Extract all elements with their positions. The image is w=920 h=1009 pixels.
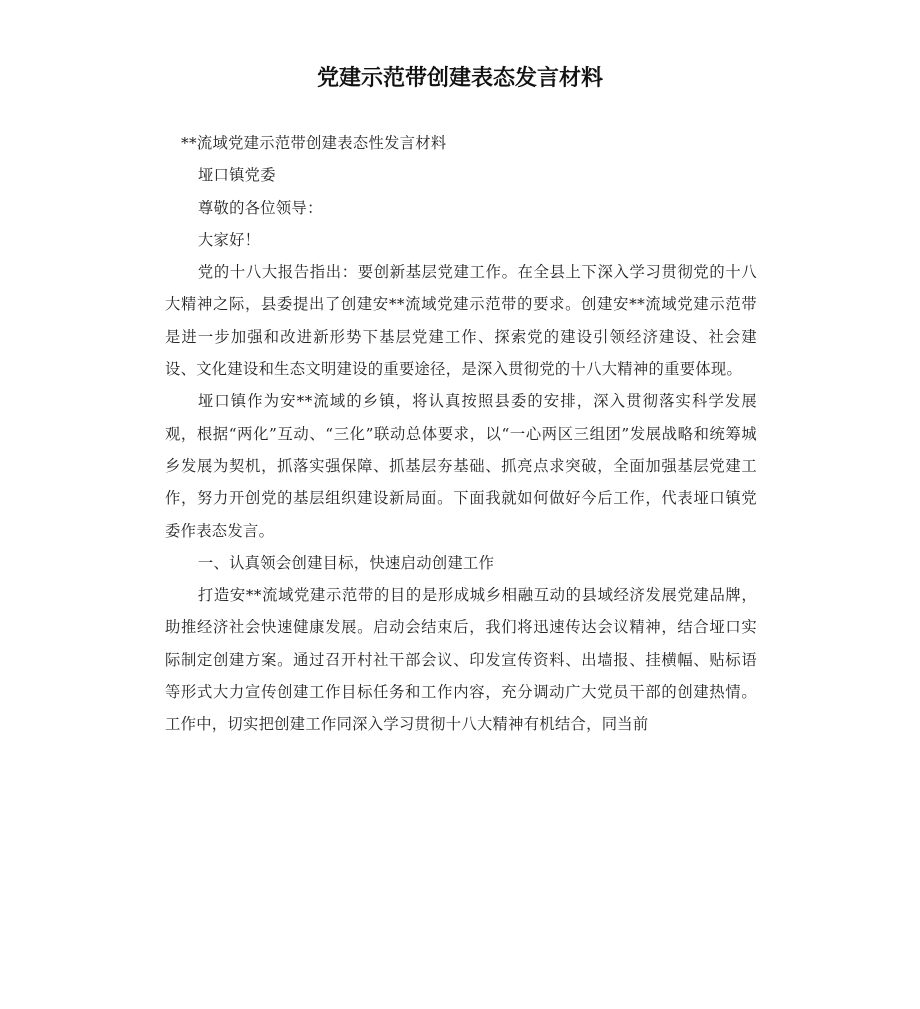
document-body [165, 127, 757, 741]
greeting: 大家好！ [197, 230, 261, 249]
paragraph-intro: 党的十八大报告指出：要创新基层党建工作。在全县上下深入学习贯彻党的十八大精神之际，县委提出了创建安**流域党建示范带的要求。创建安**流域党建示范带是进一步加强和改进新形势下基层党建工作、探索党的建设引领经济建设、社会建设、文化建设和生态文明建设的重要途径，是深入贯彻党的十八大精神的重要体现。 [165, 263, 757, 379]
paragraph-commitment: 垭口镇作为安**流域的乡镇，将认真按照县委的安排，深入贯彻落实科学发展观，根据“两化”互动、“三化”联动总体要求，以“一心两区三组团”发展战略和统筹城乡发展为契机，抓落实强保障、抓基层夯基础、抓亮点求突破，全面加强基层党建工作，努力开创党的基层组织建设新局面。下面我就如何做好今后工作，代表垭口镇党委作表态发言。 [165, 392, 757, 540]
document-title: 党建示范带创建表态发言材料 [316, 66, 603, 91]
author-line: 垭口镇党委 [197, 166, 276, 185]
paragraph-section-1: 打造安**流域党建示范带的目的是形成城乡相融互动的县域经济发展党建品牌，助推经济社会快速健康发展。启动会结束后，我们将迅速传达会议精神，结合垭口实际制定创建方案。通过召开村社干部会议、印发宣传资料、出墙报、挂横幅、贴标语等形式大力宣传创建工作目标任务和工作内容，充分调动广大党员干部的创建热情。工作中，切实把创建工作同深入学习贯彻十八大精神有机结合，同当前 [165, 586, 757, 734]
subtitle-line: **流域党建示范带创建表态性发言材料 [181, 134, 447, 152]
section-heading-1: 一、认真领会创建目标，快速启动创建工作 [197, 553, 495, 572]
salutation: 尊敬的各位领导： [197, 198, 323, 217]
